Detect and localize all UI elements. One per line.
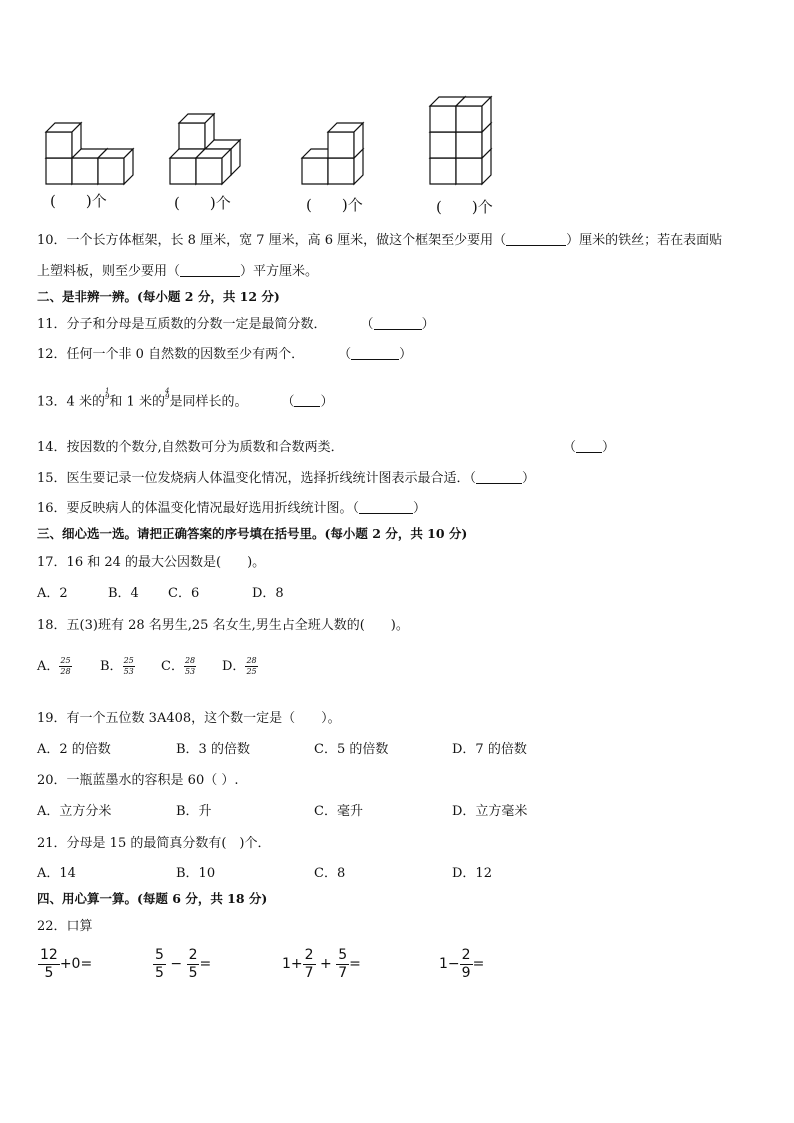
expression-4: 1− $\frac{2}{9}$ =: [439, 947, 485, 981]
fraction: 4 9: [164, 387, 170, 402]
answer-blank[interactable]: [374, 317, 422, 330]
cube-figure-2: [168, 112, 253, 188]
option-c[interactable]: C．8: [314, 866, 346, 881]
cube-face: [196, 158, 222, 184]
option-a[interactable]: A． $\frac{25}{28}$: [37, 656, 71, 676]
option-a[interactable]: A．14: [37, 866, 76, 881]
question-15: 15．医生要记录一位发烧病人体温变化情况，选择折线统计图表示最合适．（ ）: [37, 471, 536, 486]
question-13: 13．4 米的 1 9 和 1 米的 4 9 是同样长的。 （ ）: [37, 387, 334, 410]
option-d[interactable]: D． $\frac{28}{25}$: [222, 656, 257, 676]
option-b[interactable]: B．10: [176, 866, 216, 881]
question-11: 11．分子和分母是互质数的分数一定是最简分数． （ ）: [37, 317, 435, 332]
figure-4-caption: ( )个: [436, 198, 493, 216]
answer-blank[interactable]: [359, 501, 413, 514]
fraction: 1 9: [104, 387, 110, 402]
cube-face: [98, 158, 124, 184]
question-16: 16．要反映病人的体温变化情况最好选用折线统计图。（ ）: [37, 501, 427, 516]
option-a[interactable]: A．2 的倍数: [37, 742, 111, 757]
cube-face: [72, 158, 98, 184]
cube-face: [46, 158, 72, 184]
section-2-title: 二、是非辨一辨。(每小题 2 分，共 12 分): [37, 289, 280, 304]
answer-blank[interactable]: [506, 233, 566, 246]
cube-face: [430, 158, 456, 184]
cube-face: [430, 106, 456, 132]
cube-figure-3: [300, 114, 385, 188]
cube-figure-4: [428, 92, 508, 188]
option-b[interactable]: B． $\frac{25}{53}$: [100, 656, 134, 676]
option-c[interactable]: C．毫升: [314, 804, 363, 819]
figure-1-caption: ( )个: [50, 192, 107, 210]
option-b[interactable]: B．3 的倍数: [176, 742, 250, 757]
option-d[interactable]: D．立方毫米: [452, 804, 528, 819]
answer-blank[interactable]: [351, 347, 399, 360]
question-19: 19．有一个五位数 3A408，这个数一定是（ ）。: [37, 711, 341, 726]
option-b[interactable]: B．升: [176, 804, 212, 819]
cube-face: [328, 158, 354, 184]
cube-face: [456, 132, 482, 158]
question-22: 22．口算: [37, 919, 93, 934]
answer-blank[interactable]: [294, 394, 320, 407]
expression-1: $\frac{12}{5}$ +0=: [40, 947, 93, 981]
option-d[interactable]: D．12: [452, 866, 492, 881]
section-4-title: 四、用心算一算。(每题 6 分，共 18 分): [37, 891, 268, 906]
figure-2-caption: ( )个: [174, 194, 231, 212]
answer-blank[interactable]: [576, 440, 602, 453]
expression-3: 1+ $\frac{2}{7}$ + $\frac{5}{7}$ =: [282, 947, 361, 981]
option-c[interactable]: C． $\frac{28}{53}$: [161, 656, 196, 676]
option-c[interactable]: C．6: [168, 586, 200, 601]
question-17: 17．16 和 24 的最大公因数是( )。: [37, 555, 266, 570]
answer-blank[interactable]: [180, 264, 240, 277]
cube-figure-1: [44, 118, 144, 188]
option-a[interactable]: A．立方分米: [37, 804, 112, 819]
cube-face: [456, 106, 482, 132]
cube-face: [302, 158, 328, 184]
figure-3-caption: ( )个: [306, 196, 363, 214]
cube-face: [328, 132, 354, 158]
option-c[interactable]: C．5 的倍数: [314, 742, 389, 757]
answer-blank[interactable]: [476, 471, 522, 484]
question-14: 14．按因数的个数分,自然数可分为质数和合数两类．: [37, 440, 344, 455]
question-21: 21．分母是 15 的最简真分数有( )个．: [37, 836, 271, 851]
cube-face: [430, 132, 456, 158]
question-10-line-1: 10．一个长方体框架，长 8 厘米，宽 7 厘米，高 6 厘米，做这个框架至少要用（ ）厘米的铁丝；若在表面贴: [37, 233, 723, 248]
question-10-line-2: 上塑料板，则至少要用（ ）平方厘米。: [37, 264, 319, 279]
option-d[interactable]: D．8: [252, 586, 284, 601]
question-18: 18．五(3)班有 28 名男生,25 名女生,男生占全班人数的( )。: [37, 618, 409, 633]
question-14-answer: （ ）: [563, 440, 616, 455]
question-12: 12．任何一个非 0 自然数的因数至少有两个． （ ）: [37, 347, 413, 362]
cube-face: [456, 158, 482, 184]
option-d[interactable]: D．7 的倍数: [452, 742, 527, 757]
section-3-title: 三、细心选一选。请把正确答案的序号填在括号里。(每小题 2 分，共 10 分): [37, 526, 468, 541]
question-20: 20．一瓶蓝墨水的容积是 60（ ）.: [37, 773, 239, 788]
expression-2: $\frac{5}{5}$ − $\frac{2}{5}$ =: [155, 947, 212, 981]
cube-face: [179, 123, 205, 149]
option-a[interactable]: A．2: [37, 586, 68, 601]
cube-face: [46, 132, 72, 158]
cube-face: [170, 158, 196, 184]
option-b[interactable]: B．4: [108, 586, 139, 601]
